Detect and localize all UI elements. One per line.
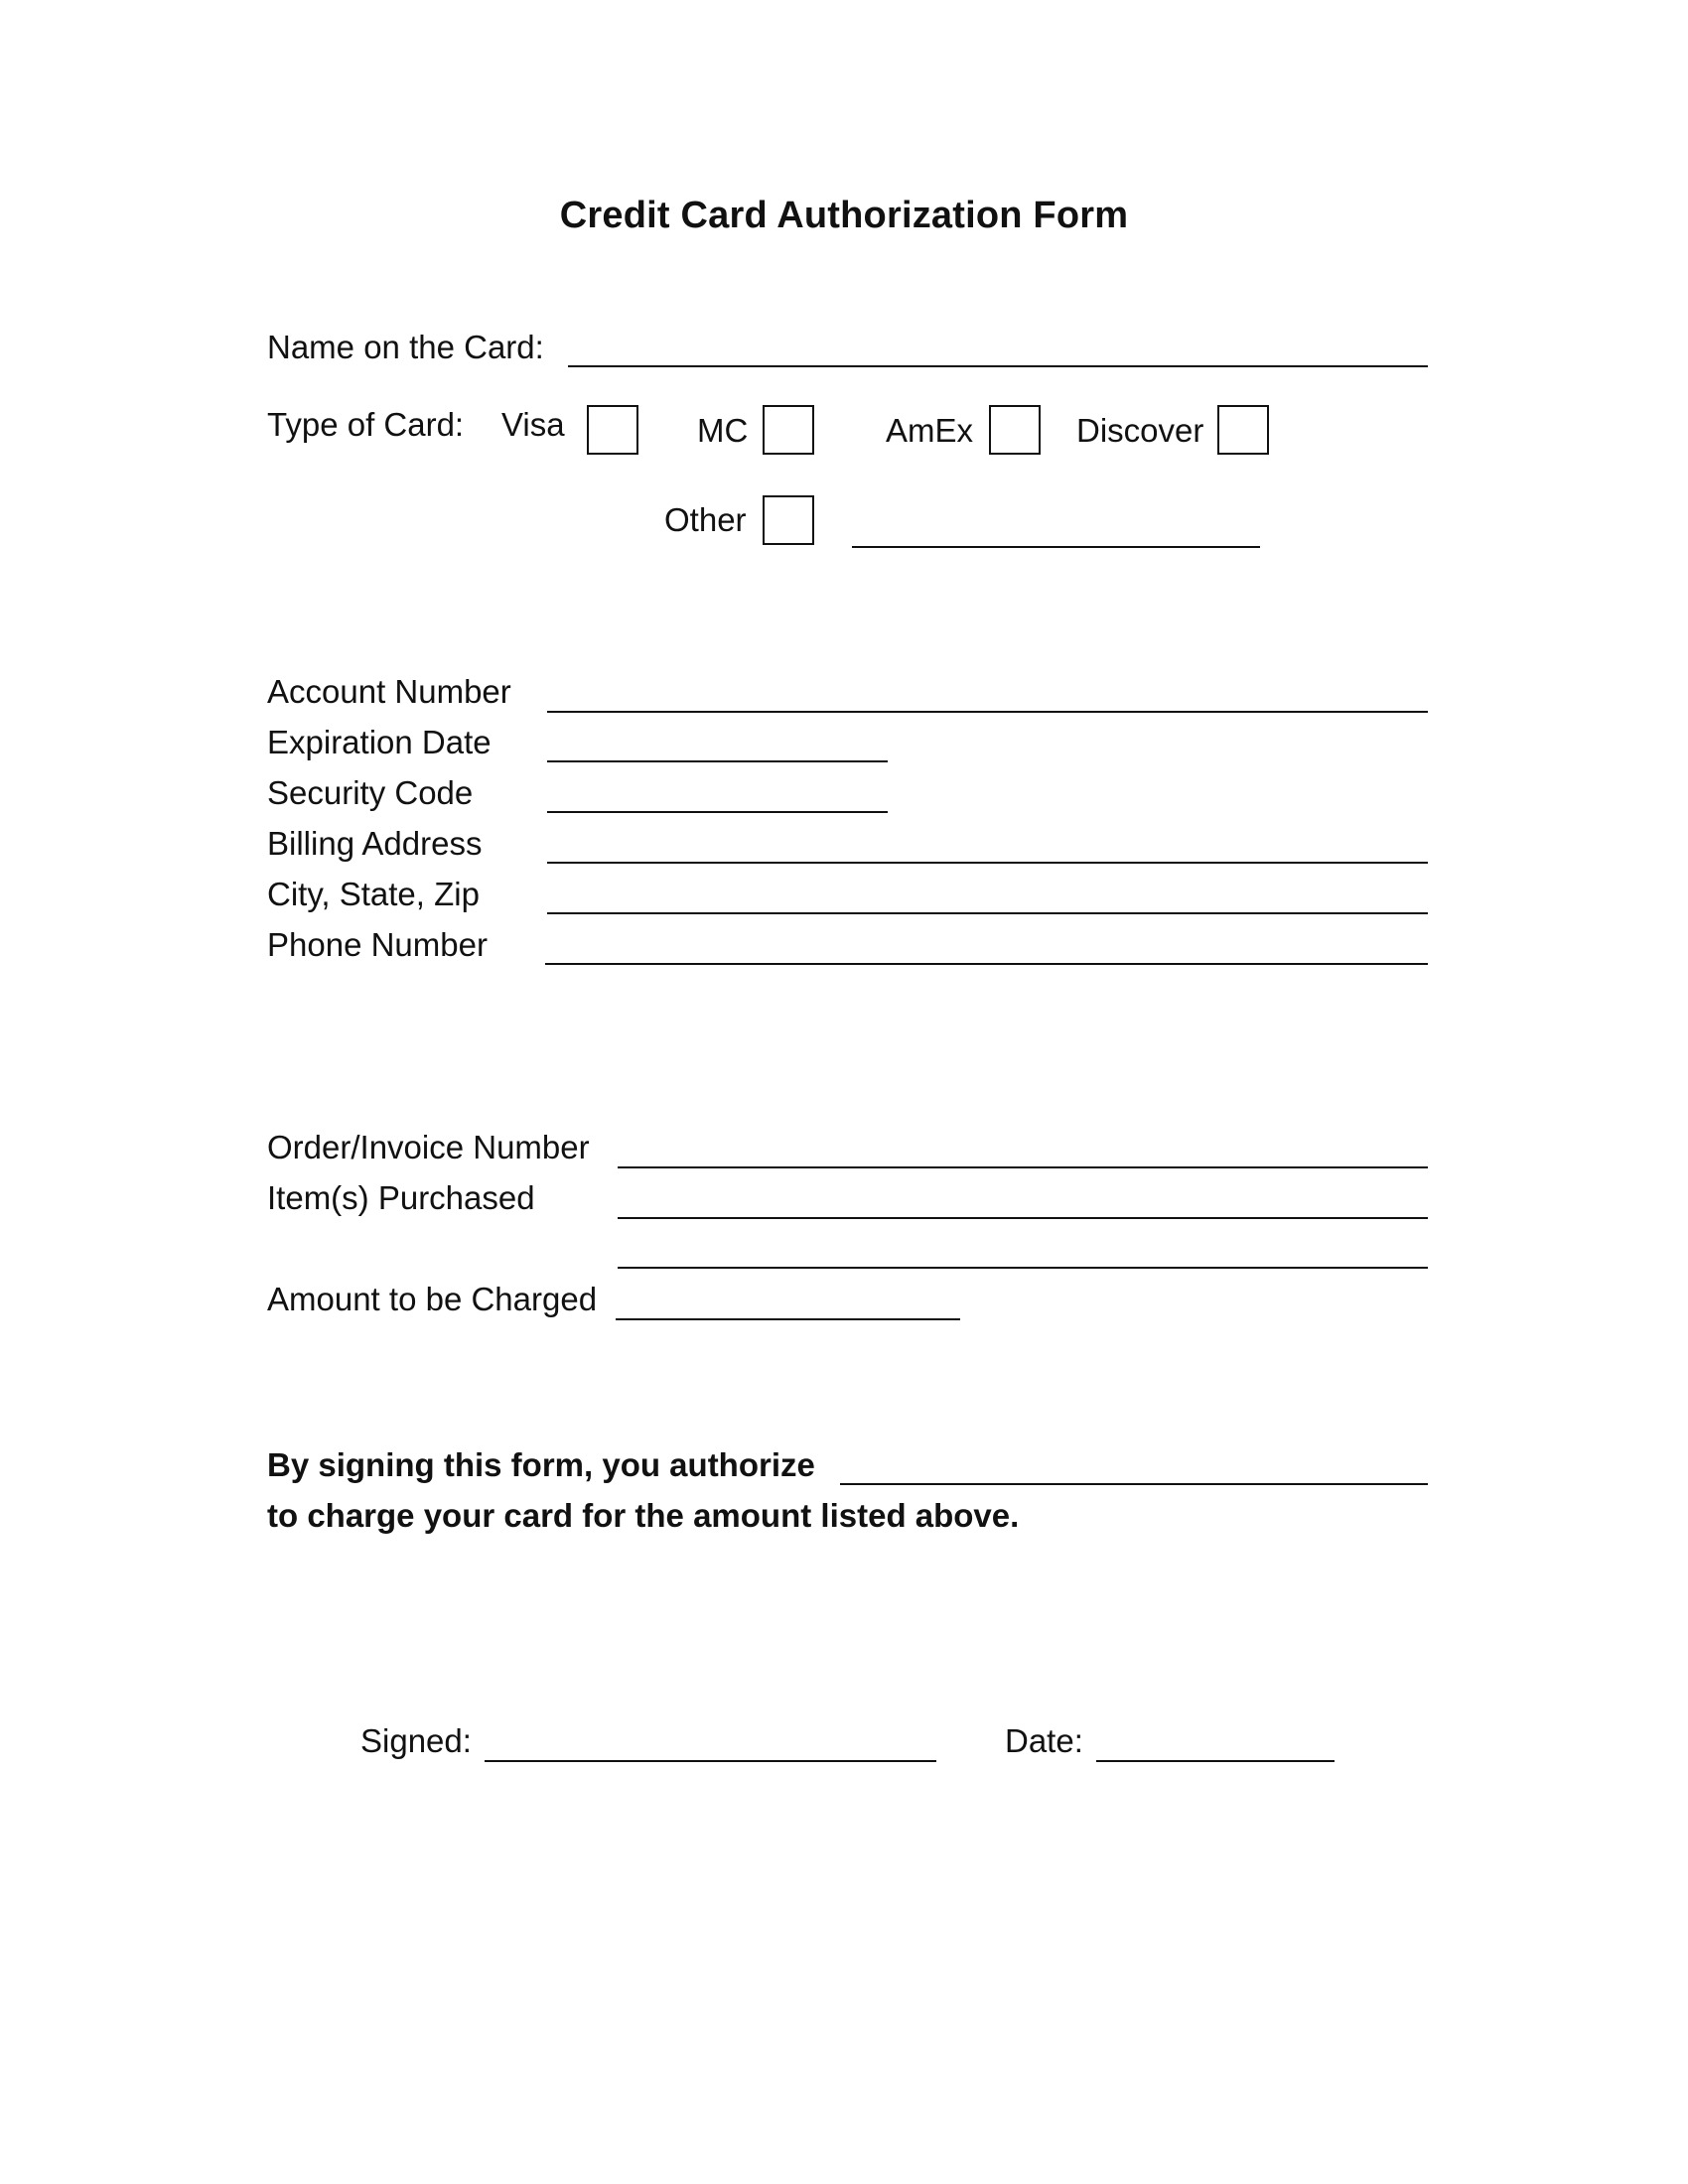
form-title: Credit Card Authorization Form (559, 195, 1129, 236)
expiration-date-label: Expiration Date (267, 724, 492, 760)
mc-label: MC (697, 412, 749, 449)
items-purchased-field[interactable] (618, 1217, 1428, 1219)
invoice-number-field[interactable] (618, 1166, 1428, 1168)
authorized-merchant-field[interactable] (840, 1483, 1428, 1485)
account-number-field[interactable] (547, 711, 1428, 713)
authorization-line-1: By signing this form, you authorize (267, 1446, 815, 1483)
discover-label: Discover (1076, 412, 1204, 449)
city-state-zip-label: City, State, Zip (267, 876, 480, 912)
amount-charged-label: Amount to be Charged (267, 1281, 598, 1317)
discover-checkbox[interactable] (1217, 405, 1269, 455)
signed-label: Signed: (360, 1722, 472, 1759)
other-checkbox[interactable] (763, 495, 814, 545)
amex-checkbox[interactable] (989, 405, 1041, 455)
account-number-label: Account Number (267, 673, 511, 710)
visa-label: Visa (501, 406, 565, 443)
amex-label: AmEx (886, 412, 974, 449)
phone-number-field[interactable] (545, 963, 1428, 965)
signature-field[interactable] (485, 1760, 936, 1762)
date-label: Date: (1005, 1722, 1083, 1759)
security-code-label: Security Code (267, 774, 474, 811)
name-on-card-field[interactable] (568, 365, 1428, 367)
amount-charged-field[interactable] (616, 1318, 960, 1320)
expiration-date-field[interactable] (547, 760, 888, 762)
phone-number-label: Phone Number (267, 926, 488, 963)
name-on-card-label: Name on the Card: (267, 329, 544, 365)
mc-checkbox[interactable] (763, 405, 814, 455)
authorization-line-2: to charge your card for the amount listed above. (267, 1497, 1020, 1534)
billing-address-label: Billing Address (267, 825, 483, 862)
items-purchased-field-2[interactable] (618, 1267, 1428, 1269)
other-card-type-field[interactable] (852, 546, 1260, 548)
date-field[interactable] (1096, 1760, 1335, 1762)
visa-checkbox[interactable] (587, 405, 638, 455)
card-type-label: Type of Card: (267, 406, 465, 443)
invoice-number-label: Order/Invoice Number (267, 1129, 590, 1165)
other-label: Other (664, 501, 747, 538)
items-purchased-label: Item(s) Purchased (267, 1179, 535, 1216)
city-state-zip-field[interactable] (547, 912, 1428, 914)
billing-address-field[interactable] (547, 862, 1428, 864)
security-code-field[interactable] (547, 811, 888, 813)
